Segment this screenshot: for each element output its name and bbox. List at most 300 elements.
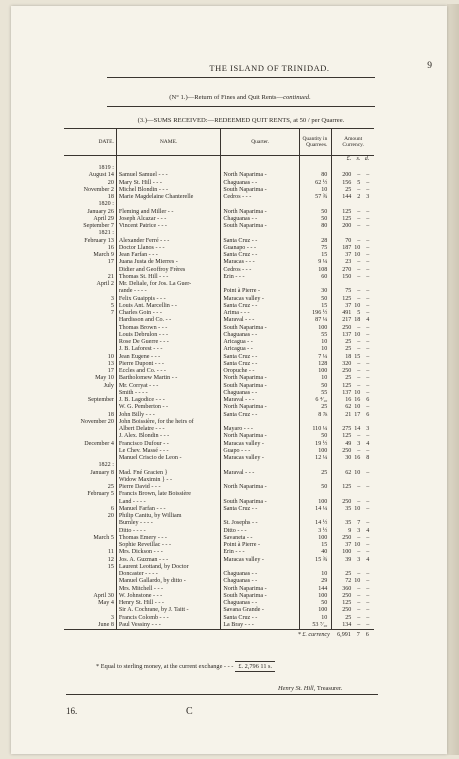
row-pence: – (366, 215, 370, 222)
table-row (64, 586, 374, 593)
row-name: Laurent Leottand, by Doctor (116, 564, 220, 571)
row-pence: – (366, 592, 370, 599)
row-quantity: 60 (299, 274, 331, 281)
row-amount (332, 303, 374, 310)
row-name: Pierre David - - - (116, 484, 220, 491)
header-date: DATE. (64, 129, 116, 156)
row-date (64, 520, 116, 527)
row-quantity: 25 (299, 404, 331, 411)
row-shillings: – (357, 484, 361, 490)
row-shillings: – (357, 592, 361, 599)
table-row (64, 303, 374, 310)
row-shillings: 10 (354, 542, 361, 548)
row-quarter: Maraval - - - (221, 470, 300, 477)
row-date: 1821 : (64, 230, 116, 237)
row-name: Doctor Llanos - - - (116, 245, 220, 252)
table-row (64, 593, 374, 600)
row-quarter: Maraval - - - (221, 317, 300, 324)
row-name: J. Alex. Blondin - - - (116, 433, 220, 440)
row-date: April 29 (64, 216, 116, 223)
row-quantity: 12 ¼ (299, 455, 331, 462)
row-shillings: – (357, 223, 361, 229)
row-quantity: 100 (299, 368, 331, 375)
table-row (64, 491, 374, 498)
row-pounds: 39 (345, 556, 352, 563)
row-pounds: 37 (345, 542, 352, 548)
row-name: John Boissière, for the heirs of (116, 419, 220, 426)
row-shillings: – (357, 295, 361, 302)
table-row (64, 252, 374, 259)
unit-pence: d. (364, 156, 370, 162)
row-pence: – (366, 389, 370, 396)
row-name: rande - - - - (116, 288, 220, 295)
row-quarter: St. Josephs - - (221, 520, 300, 527)
row-quarter: South Naparima - (221, 325, 300, 332)
row-quantity: 57 ¾ (299, 194, 331, 201)
row-name: Manuel Gallardo, by ditto - (116, 578, 220, 585)
row-quantity (299, 165, 331, 172)
row-name: Jean Farfan - - - (116, 252, 220, 259)
row-pounds: 21 (345, 411, 352, 418)
table-row (64, 542, 374, 549)
table-row (64, 346, 374, 353)
row-pence: – (366, 259, 370, 266)
row-amount (332, 607, 374, 614)
table-row (64, 397, 374, 404)
row-date (64, 325, 116, 332)
table-row (64, 404, 374, 411)
row-pounds: 250 (342, 534, 352, 541)
row-quantity: 100 (299, 325, 331, 332)
row-pounds: 125 (342, 295, 352, 302)
row-quantity: 10 (299, 571, 331, 578)
row-shillings: – (357, 375, 361, 382)
row-amount (332, 296, 374, 303)
row-quarter: South Naparima - (221, 593, 300, 600)
row-name (116, 201, 220, 208)
row-name: Jean Eugene - - - (116, 354, 220, 361)
row-date: February 13 (64, 238, 116, 245)
row-quantity (299, 281, 331, 288)
table-row (64, 325, 374, 332)
row-name: Louis Debrulon - - - (116, 332, 220, 339)
row-date: 17 (64, 259, 116, 266)
section-title: (3.)—SUMS RECEIVED:—REDEEMED QUIT RENTS, at 50 / per Quarree. (137, 117, 345, 124)
row-pence: – (366, 368, 370, 374)
row-name: Mary St. Hill - - - (116, 180, 220, 187)
row-quarter: Maracas valley - (221, 296, 300, 303)
unit-pounds: £. (346, 156, 352, 162)
row-pence: – (366, 600, 370, 606)
row-pounds: 25 (345, 339, 352, 345)
row-pounds: 125 (342, 382, 352, 389)
row-name: Ditto - - - - (116, 528, 220, 535)
row-pence: 3 (366, 426, 370, 432)
table-row (64, 506, 374, 513)
row-quarter (221, 491, 300, 498)
row-name: W. G. Pemberton - - (116, 404, 220, 411)
table-row (64, 390, 374, 397)
row-date: 1822 : (64, 462, 116, 469)
row-quarter: Savana Grande - (221, 607, 300, 614)
row-name: J. B. Lagodice - - - (116, 397, 220, 404)
table-row (64, 615, 374, 622)
row-quarter: North Naparima - (221, 375, 300, 382)
table-row (64, 484, 374, 491)
row-pounds: 200 (342, 172, 352, 179)
row-date (64, 607, 116, 614)
row-quantity: 7 ¼ (299, 354, 331, 361)
row-shillings: 17 (354, 411, 361, 418)
table-row (64, 368, 374, 375)
row-name: Le Chev. Massé - - - (116, 448, 220, 455)
row-shillings: 2 (357, 194, 361, 200)
row-amount (332, 383, 374, 390)
row-date: 1819 : (64, 165, 116, 172)
row-shillings: – (357, 571, 361, 577)
row-pence: – (366, 433, 370, 440)
table-row (64, 238, 374, 245)
row-name: Bartholomew Martin - - (116, 375, 220, 382)
row-pounds: 125 (342, 600, 352, 606)
row-quarter: Cedros - - - (221, 267, 300, 274)
row-date (64, 404, 116, 411)
row-pounds: 360 (342, 585, 352, 592)
row-shillings: 18 (354, 317, 361, 324)
row-quantity: 50 (299, 433, 331, 440)
row-amount (332, 484, 374, 491)
row-quarter: Oropuche - - (221, 368, 300, 375)
row-quarter: Santa Cruz - - (221, 354, 300, 361)
row-name: Thomas Emery - - - (116, 535, 220, 542)
row-date (64, 390, 116, 397)
row-shillings: – (357, 498, 361, 505)
row-pence: – (366, 382, 370, 389)
row-quantity (299, 419, 331, 426)
row-date (64, 528, 116, 535)
total-row (64, 630, 374, 640)
row-shillings: – (357, 288, 361, 295)
row-date (64, 433, 116, 440)
row-pence: – (366, 614, 370, 621)
table-row (64, 274, 374, 281)
row-quarter: Maracas valley - (221, 557, 300, 564)
row-quantity: 50 (299, 216, 331, 223)
row-shillings: – (357, 215, 361, 222)
row-pounds: 75 (345, 288, 352, 295)
header-quantity: Quantity in Quarrees. (299, 129, 331, 156)
row-date: December 4 (64, 441, 116, 448)
running-head: THE ISLAND OF TRINIDAD. (209, 64, 330, 73)
table-row (64, 600, 374, 607)
subtitle-rule (107, 106, 375, 107)
table-row (64, 622, 374, 630)
row-name: Pierre Dupont - - - (116, 361, 220, 368)
table-row (64, 172, 374, 179)
row-quantity: 28 (299, 238, 331, 245)
row-quantity: 108 (299, 267, 331, 274)
row-date: 5 (64, 303, 116, 310)
row-amount (332, 535, 374, 542)
table-row (64, 578, 374, 585)
row-shillings: 3 (357, 440, 361, 447)
row-pence: 6 (366, 397, 370, 403)
row-name: Sir A. Cochrane, by J. Taitt - (116, 607, 220, 614)
row-shillings: – (357, 382, 361, 389)
table-row (64, 339, 374, 346)
row-name: Rose De Guerre - - - (116, 339, 220, 346)
row-shillings: – (357, 433, 361, 440)
table-row (64, 216, 374, 223)
total-label: * £. currency (64, 630, 332, 640)
row-pence: – (366, 223, 370, 229)
row-pence: – (366, 339, 370, 345)
row-shillings: – (357, 346, 361, 353)
row-name: W. Johnstone - - - (116, 593, 220, 600)
table-row (64, 455, 374, 462)
row-quarter: Maracas - - - (221, 259, 300, 266)
row-amount (332, 520, 374, 527)
table-row (64, 557, 374, 564)
table-row (64, 441, 374, 448)
row-pounds: 270 (342, 266, 352, 273)
table-row (64, 375, 374, 382)
row-quantity: 62 ½ (299, 180, 331, 187)
row-pounds: 250 (342, 324, 352, 331)
table-row (64, 412, 374, 419)
row-name: Eccles and Co. - - - (116, 368, 220, 375)
quit-rents-table (64, 128, 374, 639)
row-quantity: 8 ⅞ (299, 412, 331, 419)
row-shillings: – (357, 534, 361, 541)
row-quarter: South Naparima - (221, 223, 300, 230)
row-amount (332, 470, 374, 477)
row-amount (332, 412, 374, 419)
table-row (64, 433, 374, 440)
row-quarter: Chaguanas - - (221, 571, 300, 578)
row-pence: – (366, 244, 370, 251)
row-shillings: 16 (354, 455, 361, 461)
row-amount (332, 267, 374, 274)
table-row (64, 535, 374, 542)
row-pounds: 30 (345, 455, 352, 461)
row-pounds: 187 (342, 244, 352, 251)
table-row (64, 230, 374, 237)
row-amount (332, 506, 374, 513)
row-quantity: 15 (299, 303, 331, 310)
row-pounds: 125 (342, 484, 352, 490)
sterling-footnote (96, 663, 275, 670)
row-pence: – (366, 585, 370, 592)
row-quantity: 100 (299, 448, 331, 455)
row-name: Vincent Patrice - - - (116, 223, 220, 230)
row-amount (332, 368, 374, 375)
row-quantity: 55 (299, 390, 331, 397)
row-pounds: 49 (345, 440, 352, 447)
row-pence: – (366, 252, 370, 258)
row-quarter: Guapo - - - (221, 448, 300, 455)
row-date: March 5 (64, 535, 116, 542)
row-name: Michel Blondin - - - (116, 187, 220, 194)
table-row (64, 310, 374, 317)
table-row (64, 513, 374, 520)
signatory (278, 685, 342, 692)
row-amount (332, 223, 374, 230)
row-quantity: 144 (299, 586, 331, 593)
row-name: Marie Magdelaine Chanterelle (116, 194, 220, 201)
row-quarter (221, 201, 300, 208)
row-date (64, 346, 116, 353)
row-date: 25 (64, 484, 116, 491)
row-date: April 2 (64, 281, 116, 288)
header-rule (107, 77, 375, 78)
row-amount (332, 426, 374, 433)
row-quarter: Santa Cruz - - (221, 252, 300, 259)
row-amount (332, 557, 374, 564)
row-name (116, 462, 220, 469)
row-name: Manuel Criscio de Leon - (116, 455, 220, 462)
row-name: Louis Ant. Marcellin - - (116, 303, 220, 310)
signatory-title: Treasurer. (316, 685, 343, 692)
row-date: 20 (64, 513, 116, 520)
row-quarter: South Naparima - (221, 383, 300, 390)
row-name: Manuel Farfan - - - (116, 506, 220, 513)
table-row (64, 520, 374, 527)
row-date: 17 (64, 368, 116, 375)
row-quarter: Guanapo - - - (221, 245, 300, 252)
row-pounds: 250 (342, 498, 352, 505)
row-amount (332, 259, 374, 266)
row-pounds: 137 (342, 389, 352, 396)
row-pence: – (366, 578, 370, 585)
row-quarter (221, 281, 300, 288)
row-quantity (299, 201, 331, 208)
table-row (64, 296, 374, 303)
row-quantity: 6 ⁴⁄₁₀ (299, 397, 331, 404)
row-name: Alexander Ferré - - - (116, 238, 220, 245)
row-quantity: 9 ¼ (299, 259, 331, 266)
row-shillings: – (357, 607, 361, 614)
row-amount (332, 288, 374, 295)
table-header-row (64, 129, 374, 156)
row-pounds: 25 (345, 571, 352, 577)
row-pounds: 156 (342, 179, 352, 186)
table-row (64, 564, 374, 571)
row-name: Didier and Geoffroy Frères (116, 267, 220, 274)
row-shillings: – (357, 549, 361, 556)
row-date: 15 (64, 564, 116, 571)
row-date (64, 448, 116, 455)
row-quarter: North Naparima - (221, 586, 300, 593)
row-shillings: 10 (354, 389, 361, 396)
row-quantity: 50 (299, 600, 331, 607)
row-quantity: 100 (299, 593, 331, 600)
row-quantity: 50 (299, 383, 331, 390)
row-amount (332, 477, 374, 484)
row-pence: – (366, 534, 370, 541)
row-quantity: 10 (299, 346, 331, 353)
row-date: 7 (64, 310, 116, 317)
row-name: Hardisson and Co. - - (116, 317, 220, 324)
row-pence: – (366, 288, 370, 295)
row-quantity: 14 ¼ (299, 506, 331, 513)
row-quarter (221, 230, 300, 237)
row-amount (332, 397, 374, 404)
table-row (64, 317, 374, 324)
row-date: 18 (64, 194, 116, 201)
row-quantity: 100 (299, 607, 331, 614)
row-date: 1820 : (64, 201, 116, 208)
row-date: November 20 (64, 419, 116, 426)
row-quarter: La Bray - - - (221, 622, 300, 630)
row-name: Fleming and Miller - - (116, 209, 220, 216)
row-pence: – (366, 505, 370, 512)
row-pence: 4 (366, 440, 370, 447)
row-date: 3 (64, 296, 116, 303)
row-pounds: 25 (345, 346, 352, 353)
row-quarter: Mayaro - - - (221, 426, 300, 433)
row-quantity (299, 491, 331, 498)
sterling-value: £. 2,796 11 s. (235, 661, 275, 672)
row-amount (332, 165, 374, 172)
row-pounds: 72 (345, 578, 352, 585)
signature-letter: C (186, 706, 193, 717)
row-shillings: 10 (354, 505, 361, 512)
table-row (64, 223, 374, 230)
table-row (64, 462, 374, 469)
row-pence: – (366, 353, 370, 360)
row-quantity: 50 (299, 209, 331, 216)
row-name: Burnley - - - - (116, 520, 220, 527)
row-amount (332, 455, 374, 462)
row-shillings: 5 (357, 179, 361, 186)
row-shillings: 10 (354, 469, 361, 476)
row-shillings: – (357, 324, 361, 331)
row-date (64, 578, 116, 585)
row-name: Paul Vessiny - - - (116, 622, 220, 630)
row-quantity: 50 (299, 484, 331, 491)
row-quarter (221, 165, 300, 172)
row-quarter (221, 564, 300, 571)
row-quantity: 29 (299, 578, 331, 585)
row-quantity: 10 (299, 375, 331, 382)
row-date: September 7 (64, 223, 116, 230)
row-amount (332, 346, 374, 353)
row-shillings: – (357, 339, 361, 345)
header-name: NAME. (116, 129, 220, 156)
row-quantity: 40 (299, 549, 331, 556)
row-pence: – (366, 484, 370, 490)
row-amount (332, 310, 374, 317)
row-shillings: 3 (357, 527, 361, 534)
row-pence: 4 (366, 527, 370, 534)
row-pence: – (366, 346, 370, 353)
row-quantity: 15 (299, 542, 331, 549)
row-quarter: North Naparima - (221, 404, 300, 411)
row-amount (332, 201, 374, 208)
row-quarter: North Naparima - (221, 172, 300, 179)
row-pence: – (366, 237, 370, 244)
row-amount (332, 187, 374, 194)
row-amount (332, 274, 374, 281)
table-row (64, 419, 374, 426)
table-row (64, 259, 374, 266)
row-pounds: 320 (342, 360, 352, 367)
row-shillings: 10 (354, 252, 361, 258)
row-date: May 4 (64, 600, 116, 607)
row-quantity: 15 ¾ (299, 557, 331, 564)
row-name: John Billy - - - (116, 412, 220, 419)
